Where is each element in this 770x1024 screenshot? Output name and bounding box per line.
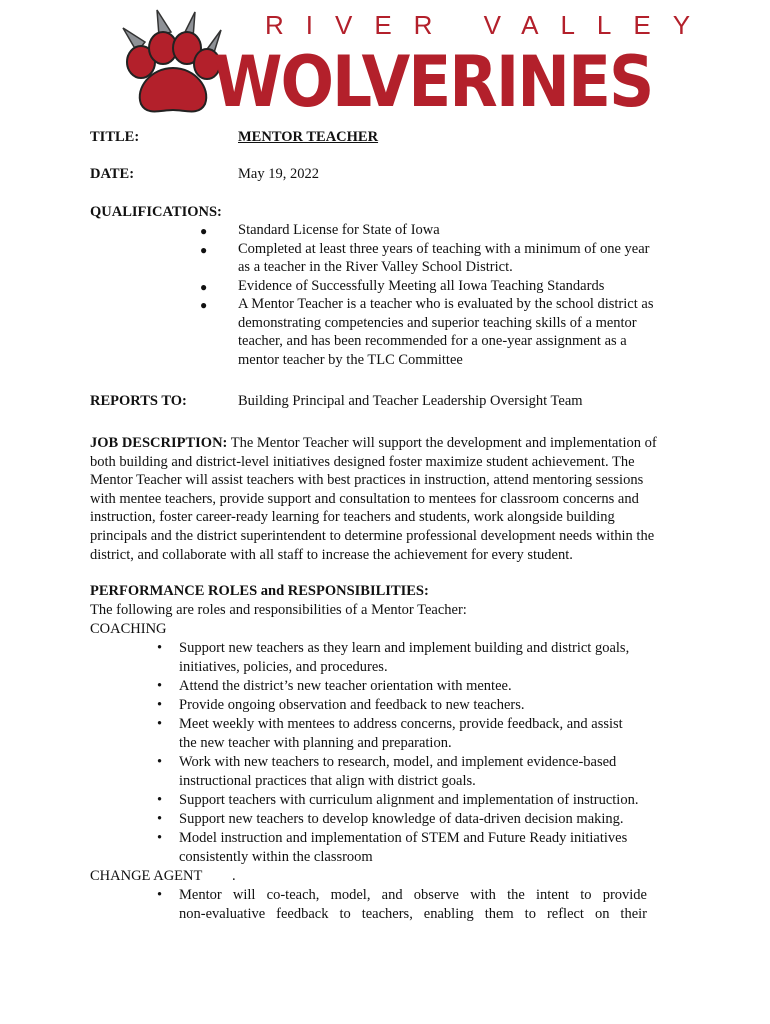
date-label: DATE: — [90, 166, 135, 182]
paragraph-line: district, and collaborate with all staff to increase the achievement for every student. — [90, 546, 573, 563]
bullet-icon: ● — [200, 242, 208, 257]
date-value: May 19, 2022 — [238, 166, 319, 182]
logo-main-text: WOLVERINES — [213, 40, 653, 123]
list-item-text: Mentor will co-teach, model, and observe with the intent to provide — [179, 887, 647, 903]
bullet-icon: ● — [200, 279, 208, 294]
list-item-text: Provide ongoing observation and feedback to new teachers. — [179, 697, 525, 713]
list-item-text: initiatives, policies, and procedures. — [179, 658, 388, 675]
paragraph-line: with mentee teachers, provide support and consultation to mentees for classroom concerns and — [90, 490, 639, 507]
coaching-label: COACHING — [90, 621, 167, 637]
list-item-text: non-evaluative feedback to teachers, enabling them to reflect on their — [179, 905, 647, 922]
job-description — [90, 434, 690, 564]
change-agent-label: CHANGE AGENT — [90, 868, 203, 884]
list-item-text: instructional practices that align with district goals. — [179, 772, 476, 789]
paragraph-line: principals and the district superintendent to determine professional development needs within the — [90, 527, 655, 544]
title-value: MENTOR TEACHER — [238, 129, 379, 145]
bullet-icon: • — [157, 716, 163, 732]
list-item-text: demonstrating competencies and superior teaching skills of a mentor — [238, 314, 637, 331]
list-item-text: consistently within the classroom — [179, 848, 373, 865]
list-item-text: Evidence of Successfully Meeting all Iowa Teaching Standards — [238, 277, 605, 294]
list-item-text: A Mentor Teacher is a teacher who is evaluated by the school district as — [238, 296, 654, 312]
list-item-text: mentor teacher by the TLC Committee — [238, 351, 463, 368]
paragraph-line: The Mentor Teacher will support the development and implementation of — [227, 435, 657, 451]
list-item-text: Support new teachers as they learn and implement building and district goals, — [179, 640, 630, 656]
bullet-icon: • — [157, 811, 163, 827]
change-agent-dot: . — [232, 868, 236, 884]
list-item-text: Completed at least three years of teaching with a minimum of one year — [238, 240, 650, 257]
paragraph-line: instruction, foster career-ready learning for teachers and students, work alongside building — [90, 509, 615, 526]
performance-intro: The following are roles and responsibilities of a Mentor Teacher: — [90, 602, 467, 618]
paragraph-line: both building and district-level initiatives designed foster maximize student achievement. The — [90, 453, 635, 470]
paw-claw-icon — [115, 6, 227, 118]
list-item-text: as a teacher in the River Valley School District. — [238, 259, 513, 275]
bullet-icon: • — [157, 640, 163, 656]
list-item-text: Work with new teachers to research, model, and implement evidence-based — [179, 754, 617, 770]
performance-heading: PERFORMANCE ROLES and RESPONSIBILITIES: — [90, 583, 429, 599]
bullet-icon: ● — [200, 224, 208, 238]
list-item-text: Support new teachers to develop knowledge of data-driven decision making. — [179, 811, 624, 827]
paragraph-line: Mentor Teacher will assist teachers with best practices in instruction, attend mentoring sessions — [90, 472, 644, 489]
list-item-text: the new teacher with planning and preparation. — [179, 734, 452, 751]
list-item-text: Standard License for State of Iowa — [238, 222, 440, 238]
reports-to-value: Building Principal and Teacher Leadership Oversight Team — [238, 393, 583, 409]
school-logo — [115, 6, 713, 123]
list-item-text: teacher, and has been recommended for a one-year assignment as a — [238, 333, 627, 349]
reports-to-label: REPORTS TO: — [90, 393, 187, 409]
qualifications-label: QUALIFICATIONS: — [90, 204, 222, 220]
list-item-text: Meet weekly with mentees to address concerns, provide feedback, and assist — [179, 716, 623, 732]
list-item-text: Model instruction and implementation of STEM and Future Ready initiatives — [179, 830, 628, 846]
bullet-icon: • — [157, 697, 163, 713]
bullet-icon: ● — [200, 298, 208, 312]
list-item-text: Support teachers with curriculum alignment and implementation of instruction. — [179, 792, 639, 808]
logo-top-text: RIVER VALLEY — [265, 10, 713, 40]
bullet-icon: • — [157, 830, 163, 846]
bullet-icon: • — [157, 678, 163, 694]
bullet-icon: • — [157, 754, 163, 770]
job-description-label: JOB DESCRIPTION: — [90, 435, 228, 451]
title-label: TITLE: — [90, 129, 140, 145]
list-item-text: Attend the district’s new teacher orientation with mentee. — [179, 678, 512, 694]
bullet-icon: • — [157, 792, 163, 808]
bullet-icon: • — [157, 887, 163, 903]
